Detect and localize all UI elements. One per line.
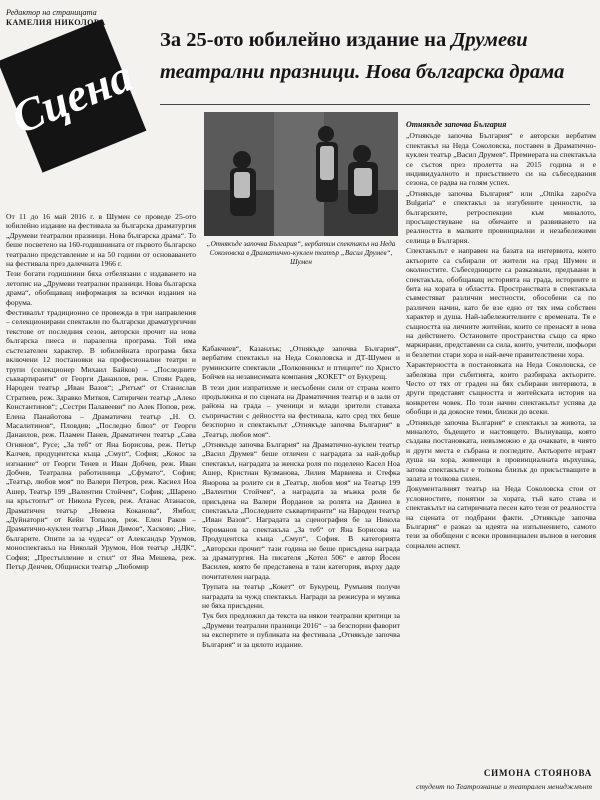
paragraph: В тези дни изпратихме и несъобени сили от страна които продължиха и по сцената на Драматичния театър и в зали от района на града – ученици и млади зрители ставаха съпричастни с дейността на фестивала, като сред тях беше безспорно и спектакълът „Отнякъде започва България“ в „Театър, любов моя“. [202, 382, 400, 439]
paragraph: От 11 до 16 май 2016 г. в Шумен се проведе 25-ото юбилейно издание на фестивала за българска драматургия „Друмеви театрални празници. Нова българска драма“. То беше посветено на 160-годишнината от първото българско театрално представление и на 50 години от основаването на фестивала през далечната 1966 г. [6, 212, 196, 269]
author-name: СИМОНА СТОЯНОВА [483, 768, 592, 778]
column3-subheading: Отнякъде започва България [406, 120, 507, 129]
paragraph: Документалният театър на Неда Соколовска стои от условностите, понятни за хората, тъй като става и спектакълът на сатиричната песен като тези от реалността на сцената от подбрани факти. „Отнякъде започва България“ е разказ за идеята на изпълнението, самото тези за обобщени с всеки провинциален вълнов в неговия социален аспект. [406, 484, 596, 550]
stage-photo [204, 112, 398, 236]
article-column-1 [6, 212, 196, 797]
article-column-2 [202, 344, 400, 794]
photo-caption: „Отнякъде започва България“, вербатим спектакъл на Неда Соколовска в Драматично-куклен театър „Васил Друмев“, Шумен [206, 240, 396, 266]
section-stamp [0, 19, 146, 172]
headline-part2: Друмеви театрални празници. Нова българска драма [160, 29, 565, 83]
page-editor-credit [6, 8, 126, 28]
paragraph: „Отнякъде започва България“ е спектакъл за живота, за миналото, бъдещето и настоящето. Вълнуваща, която създава постановката, невъзможно е да очаквате, в чиято и други места е събрана и погледите. Актьорите играят душа на хора, живеещи в провинциалната върхушка, затова спектакълът е толкова близък до присъстващите в залата и толкова силен. [406, 417, 596, 484]
editor-label: Редактор на страницата [6, 8, 97, 17]
paragraph: Тук бих предложил да текста на някои театрални критици за „Друмеви театрални празници 2016“ – за безспорни фаворит на експертите и публиката на фестивала „Отнякъде започва България“ и за цялото издание. [202, 611, 400, 649]
author-role: студент по Театрознание и театрален мениджмънт [416, 782, 592, 791]
paragraph: „Отнякъде започва България“ на Драматично-куклен театър „Васил Друмев“ беше отличен с наградата за най-добър спектакъл, наградата за женска роля по поделено Касел Ноа Ашер, Кристиан Кузманова, Лилия Марвиева и Стефка Янорова за ролите си в „Театър, любов моя“ на Театър 199 „Валентин Стойчев“, а наградата за мъжка роля бе присъдена на Валери Йорданов за ролята на Даниел в спектакъла „Последните съквартиранти“ на Народен театър „Иван Вазов“. Наградата за сценография бе за Никола Тороманов за спектакъла „За теб“ от Яна Борисова на Продуцентска къща „Смуп“, София. В категорията „Авторски прочит“ тази година не беше присъдена награда за драматургия. На писателя „Котел 506“ е автор Йосен Василев, която бе представена в тази категория, върху даде почитателен награда. [202, 440, 400, 581]
headline-rule [160, 104, 590, 105]
headline-part1: За 25-ото юбилейно издание на [160, 29, 452, 51]
paragraph: Тези богати годишнини бяха отбелязани с издаването на летопис на „Друмеви театрални празници. Нова българска драма“, обобщаващ информация за всички издания на форума. [6, 269, 196, 307]
paragraph: Фестивалът традиционно се провежда в три направления – селекционирани спектакли по български драматургични текстове от последния сезон, авторски прочит на нова българска пиеса и паралелна програма. Той има състезателен характер. В юбилейната програма бяха включени 12 постановки на професионални театри и трупи (селекционер Михаил Байков) – „Последните съквартиранти“ от Георги Данаилов, реж. Стоян Радев, Народен театър „Иван Вазов“; „Ритъм“ от Станислав Стратиев, реж. Здравко Митков, Сатиричен театър „Алеко Константинов“; „Сестри Палавееви“ по Алек Попов, реж. Елена Панайотова – Драматичен театър „Н. О. Масалитинов“, Пловдив; „Последно блюз“ от Георги Данаилов, реж. Пламен Панев, Драматичен театър „Сава Огнянов“, Русе; „За теб“ от Яна Борисова, реж. Петър Калчев, продуцентска къща „Смуп“, София; „Кокос за изгнание“ от Георги Тенев и Иван Добчев, реж. Иван Добчев, Театрална работилница „Сфумато“, София; „Театър, любов моя“ по Валери Петров, реж. Касиел Ноа Ашер, Театър 199 „Валентин Стойчев“, София; „Шарено на кръстопът“ от Никола Русев, реж. Атанас Атанасов, Драматичен театър „Невена Коканова“, Ямбол; „Дуйнатори“ от Кейн Топалов, реж. Елен Раков – Драматично-куклен театър „Иван Димов“, Хасково; „Ние, българите. Опити за за чудеса“ от Александър Урумов, моноспектакъл на Николай Урумов, Нов театър „НДК“, София; „Престъпление и стил“ от Яна Мешева, реж. Петър Денчев, Общински театър „Любомир [6, 308, 196, 572]
stage-photo-image [204, 112, 398, 236]
paragraph: Спектакълът е направен на базата на интервюта, които актьорите са събирали от жители на град Шумен и околностите. Събеседниците са разказвали, предъвани в спектакъла, обобщаващ историята на града, историите и бита на хората в областта. Пространствата в спектакъла съвместяват различни местности, обособени са по различен начин, като бе взе едно от тях има собствен характер и душа. Най-забележителните с времената. Тя е същността на личните житейни, които се пренасят в нова на действието. Остановите пространства също са ярко маркирани, представени са сила, които, учители, шофьори и безлетни стари хора и най-вече правителствени хора. [406, 246, 596, 359]
headline [160, 24, 590, 88]
paragraph: Характерността в постановката на Неда Соколовска, се забелязва при събитията, които разбираха актьорите. Често от тях от граден на бях събирани интервюта, в други представят същността и житейската история на конкретен човек. По този начин спектакълът успява да обобщи и да докосне теми, близки до всеки. [406, 360, 596, 417]
paragraph: „Отнякъде започва България“ или „Otnika započva Bulgaria“ е спектакъл за изгубените ценности, за българските, ретроспекции към миналото, просъществуване на обичаите и развиването на реалността в малките провинциални и незабележими селища в България. [406, 188, 596, 245]
editor-name: КАМЕЛИЯ НИКОЛОВА [6, 18, 106, 27]
paragraph: „Отнякъде започва България“ е авторски вербатим спектакъл на Неда Соколовска, поставен в Драматично-куклен театър „Васил Друмев“. Премиерата на спектакъла се състоя през пролетта на 2015 година и е индивидуалното и присъствието си на събеседвания сезона, се радва на голям успех. [406, 131, 596, 188]
article-column-3 [406, 120, 596, 770]
paragraph: Кабакчиев“, Казанлък; „Отнякъде започва България“, вербатим спектакъл на Неда Соколовска и ДТ-Шумен и руминските спектакли „Полковникът и птиците“ по Христо Бойчев на независимата компания „КОКЕТ“ от Букурещ. [202, 344, 400, 382]
paragraph: Трупата на театър „Кокет“ от Букурещ, Румъния получи наградата за чужд спектакъл. Награди за режисура и музика не бяха присъдени. [202, 582, 400, 610]
section-stamp-label: Сцена [4, 48, 140, 144]
